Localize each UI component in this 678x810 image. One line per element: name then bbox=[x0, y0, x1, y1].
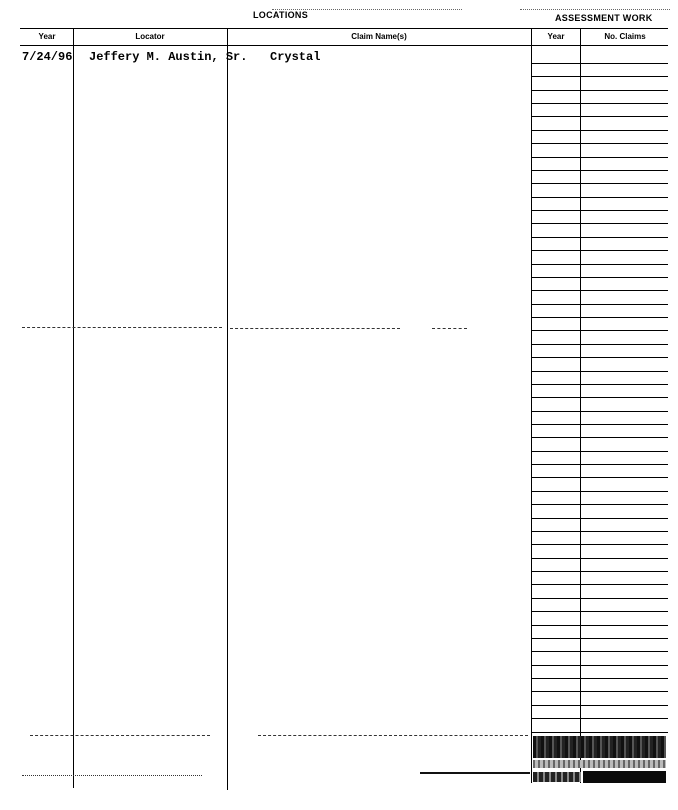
assessment-row-rule bbox=[532, 237, 668, 238]
assessment-row-rule bbox=[532, 732, 668, 733]
assessment-row-rule bbox=[532, 250, 668, 251]
assessment-row-rule bbox=[532, 451, 668, 452]
assessment-row-rule bbox=[532, 665, 668, 666]
assessment-row-rule bbox=[532, 424, 668, 425]
assessment-row-rule bbox=[532, 464, 668, 465]
entry-year: 7/24/96 bbox=[22, 50, 73, 64]
col-year-header: Year bbox=[38, 32, 56, 41]
scan-artifact-band bbox=[533, 760, 666, 768]
assessment-row-rule bbox=[532, 317, 668, 318]
assessment-row-rule bbox=[532, 638, 668, 639]
assessment-row-rule bbox=[532, 330, 668, 331]
col-locator-header: Locator bbox=[135, 32, 165, 41]
assessment-row-rule bbox=[532, 651, 668, 652]
assessment-row-rule bbox=[532, 384, 668, 385]
assessment-row-rule bbox=[532, 223, 668, 224]
col-no-claims-header: No. Claims bbox=[604, 32, 646, 41]
assessment-row-rule bbox=[532, 691, 668, 692]
scan-artifact-bar-left bbox=[533, 772, 581, 782]
assessment-work-title: ASSESSMENT WORK bbox=[555, 13, 653, 23]
assessment-row-rule bbox=[532, 544, 668, 545]
assessment-row-rule bbox=[532, 130, 668, 131]
header-bottom-rule bbox=[20, 45, 668, 46]
assessment-row-rule bbox=[532, 170, 668, 171]
bottom-dashed-rule-4 bbox=[420, 772, 530, 774]
assessment-row-rule bbox=[532, 143, 668, 144]
col-assessment-year-header: Year bbox=[547, 32, 565, 41]
assessment-row-rule bbox=[532, 264, 668, 265]
assessment-row-rule bbox=[532, 277, 668, 278]
bottom-dashed-rule bbox=[30, 735, 210, 736]
bottom-dashed-rule-2 bbox=[258, 735, 528, 736]
assessment-row-rule bbox=[532, 157, 668, 158]
locations-title: LOCATIONS bbox=[253, 10, 309, 20]
assessment-row-rule bbox=[532, 344, 668, 345]
assessment-row-rule bbox=[532, 491, 668, 492]
assessment-row-rule bbox=[532, 103, 668, 104]
assessment-row-rule bbox=[532, 477, 668, 478]
assessment-row-rule bbox=[532, 357, 668, 358]
assessment-row-rule bbox=[532, 63, 668, 64]
col-rule-locator bbox=[227, 28, 228, 790]
entry-claim-name: Crystal bbox=[270, 50, 321, 64]
assessment-row-rule bbox=[532, 411, 668, 412]
assessment-row-rule bbox=[532, 210, 668, 211]
assessment-row-rule bbox=[532, 518, 668, 519]
midpage-dashed-rule bbox=[22, 327, 222, 328]
assessment-row-rule bbox=[532, 90, 668, 91]
assessment-row-rule bbox=[532, 76, 668, 77]
assessment-row-rule bbox=[532, 304, 668, 305]
entry-locator: Jeffery M. Austin, Sr. bbox=[89, 50, 248, 64]
header-scan-noise-right bbox=[520, 9, 670, 10]
midpage-dashed-rule-2 bbox=[230, 328, 400, 329]
assessment-row-rule bbox=[532, 718, 668, 719]
assessment-row-rule bbox=[532, 558, 668, 559]
assessment-row-rule bbox=[532, 290, 668, 291]
assessment-row-rule bbox=[532, 437, 668, 438]
assessment-row-rule bbox=[532, 371, 668, 372]
assessment-row-rule bbox=[532, 571, 668, 572]
assessment-row-rule bbox=[532, 678, 668, 679]
assessment-row-rule bbox=[532, 183, 668, 184]
assessment-row-rule bbox=[532, 611, 668, 612]
assessment-row-rule bbox=[532, 197, 668, 198]
assessment-row-rule bbox=[532, 584, 668, 585]
assessment-row-rule bbox=[532, 531, 668, 532]
assessment-row-rule bbox=[532, 598, 668, 599]
assessment-row-rule bbox=[532, 504, 668, 505]
col-rule-year bbox=[73, 28, 74, 788]
assessment-row-rule bbox=[532, 397, 668, 398]
scan-artifact-dark bbox=[533, 736, 666, 758]
col-rule-claims bbox=[531, 28, 532, 783]
col-claim-names-header: Claim Name(s) bbox=[351, 32, 407, 41]
scan-artifact-black-bar bbox=[583, 771, 666, 783]
bottom-dashed-rule-3 bbox=[22, 775, 202, 776]
header-scan-noise bbox=[272, 9, 462, 10]
assessment-row-rule bbox=[532, 116, 668, 117]
assessment-row-rule bbox=[532, 625, 668, 626]
header-top-rule bbox=[20, 28, 668, 29]
midpage-dashed-rule-3 bbox=[432, 328, 467, 329]
col-rule-assessment-year bbox=[580, 28, 581, 783]
assessment-row-rule bbox=[532, 705, 668, 706]
